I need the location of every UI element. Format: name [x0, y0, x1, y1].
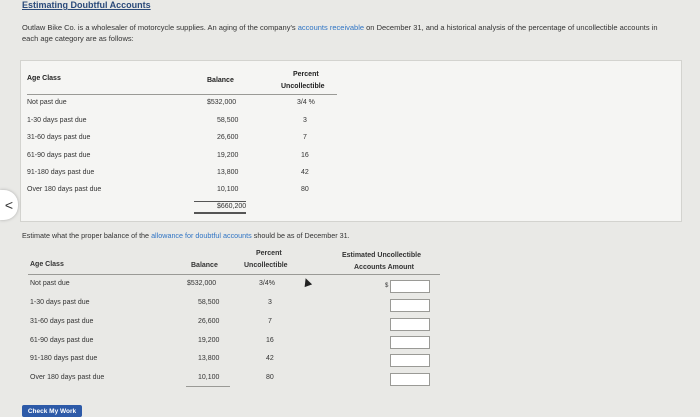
prompt-b: should be as of December 31.	[253, 231, 350, 240]
t2-row-balance: $532,000	[187, 280, 217, 287]
t1-header-uncollectible: Uncollectible	[281, 83, 325, 90]
page-title: Estimating Doubtful Accounts	[22, 0, 151, 10]
intro-text-b: on December 31, and a historical analysis of the percentage of uncollectible accounts in each age category are as follows:	[22, 23, 658, 43]
t1-row-balance: 19,200	[217, 152, 239, 159]
t2-header-age: Age Class	[30, 261, 64, 268]
t1-row-age: Over 180 days past due	[27, 186, 102, 193]
t2-row-pct: 42	[266, 355, 274, 362]
t2-row-pct: 80	[266, 374, 274, 381]
t2-row-balance: 19,200	[198, 337, 220, 344]
prompt-a: Estimate what the proper balance of the	[22, 231, 150, 240]
estimate-input-91-180[interactable]	[390, 354, 430, 367]
t2-row-balance: 58,500	[198, 299, 220, 306]
t1-row-balance: 58,500	[217, 117, 239, 124]
t1-row-age: 31-60 days past due	[27, 134, 91, 141]
accounts-receivable-link[interactable]: accounts receivable	[297, 23, 365, 32]
t2-row-age: 61-90 days past due	[30, 337, 94, 344]
estimate-input-not-past-due[interactable]	[390, 280, 430, 293]
t2-row-age: Not past due	[30, 280, 70, 287]
t1-row-pct: 42	[301, 169, 309, 176]
t2-header-rule	[28, 274, 440, 275]
allowance-link[interactable]: allowance for doubtful accounts	[151, 231, 252, 240]
t2-row-age: 91-180 days past due	[30, 355, 98, 362]
estimate-input-over-180[interactable]	[390, 373, 430, 386]
t1-row-pct: 16	[301, 152, 309, 159]
t2-row-pct: 3	[268, 299, 272, 306]
t2-row-balance: 26,600	[198, 318, 220, 325]
question-prompt	[22, 231, 350, 240]
t1-row-balance: 10,100	[217, 186, 239, 193]
t1-total-balance: $660,200	[217, 203, 247, 210]
t1-header-age: Age Class	[27, 75, 61, 82]
estimate-input-31-60[interactable]	[390, 318, 430, 331]
aging-data-panel	[20, 60, 682, 222]
t1-row-age: Not past due	[27, 99, 67, 106]
t1-row-balance: $532,000	[207, 99, 237, 106]
t2-header-uncollectible: Uncollectible	[244, 262, 288, 269]
t1-total-rule	[194, 201, 246, 214]
t2-header-percent: Percent	[256, 250, 282, 257]
estimate-input-61-90[interactable]	[390, 336, 430, 349]
t2-row-balance: 10,100	[198, 374, 220, 381]
t2-row-pct: 7	[268, 318, 272, 325]
t1-row-pct: 3/4 %	[297, 99, 315, 106]
t2-balance-rule	[186, 386, 230, 387]
t1-header-balance: Balance	[207, 77, 234, 84]
t1-row-balance: 13,800	[217, 169, 239, 176]
currency-symbol: $	[385, 283, 389, 289]
t2-row-pct: 3/4%	[259, 280, 275, 287]
t1-row-pct: 80	[301, 186, 309, 193]
t2-row-age: Over 180 days past due	[30, 374, 105, 381]
t1-row-balance: 26,600	[217, 134, 239, 141]
t1-row-age: 61-90 days past due	[27, 152, 91, 159]
prev-nav-button[interactable]	[0, 190, 18, 220]
t2-row-pct: 16	[266, 337, 274, 344]
intro-text	[22, 22, 672, 44]
chevron-left-icon: <	[4, 197, 14, 213]
t1-header-percent: Percent	[293, 71, 319, 78]
t2-header-amount: Accounts Amount	[354, 264, 415, 271]
t2-row-age: 1-30 days past due	[30, 299, 90, 306]
t2-row-balance: 13,800	[198, 355, 220, 362]
t2-header-balance: Balance	[191, 262, 218, 269]
t2-row-age: 31-60 days past due	[30, 318, 94, 325]
t1-header-rule	[27, 94, 337, 95]
t1-row-age: 91-180 days past due	[27, 169, 95, 176]
mouse-cursor-icon	[302, 277, 312, 287]
estimate-input-1-30[interactable]	[390, 299, 430, 312]
t1-row-pct: 3	[303, 117, 307, 124]
t1-row-pct: 7	[303, 134, 307, 141]
intro-text-a: Outlaw Bike Co. is a wholesaler of motorcycle supplies. An aging of the company's	[22, 23, 296, 32]
check-my-work-button[interactable]: Check My Work	[22, 405, 82, 417]
t2-header-estimated: Estimated Uncollectible	[342, 252, 421, 259]
t1-row-age: 1-30 days past due	[27, 117, 87, 124]
